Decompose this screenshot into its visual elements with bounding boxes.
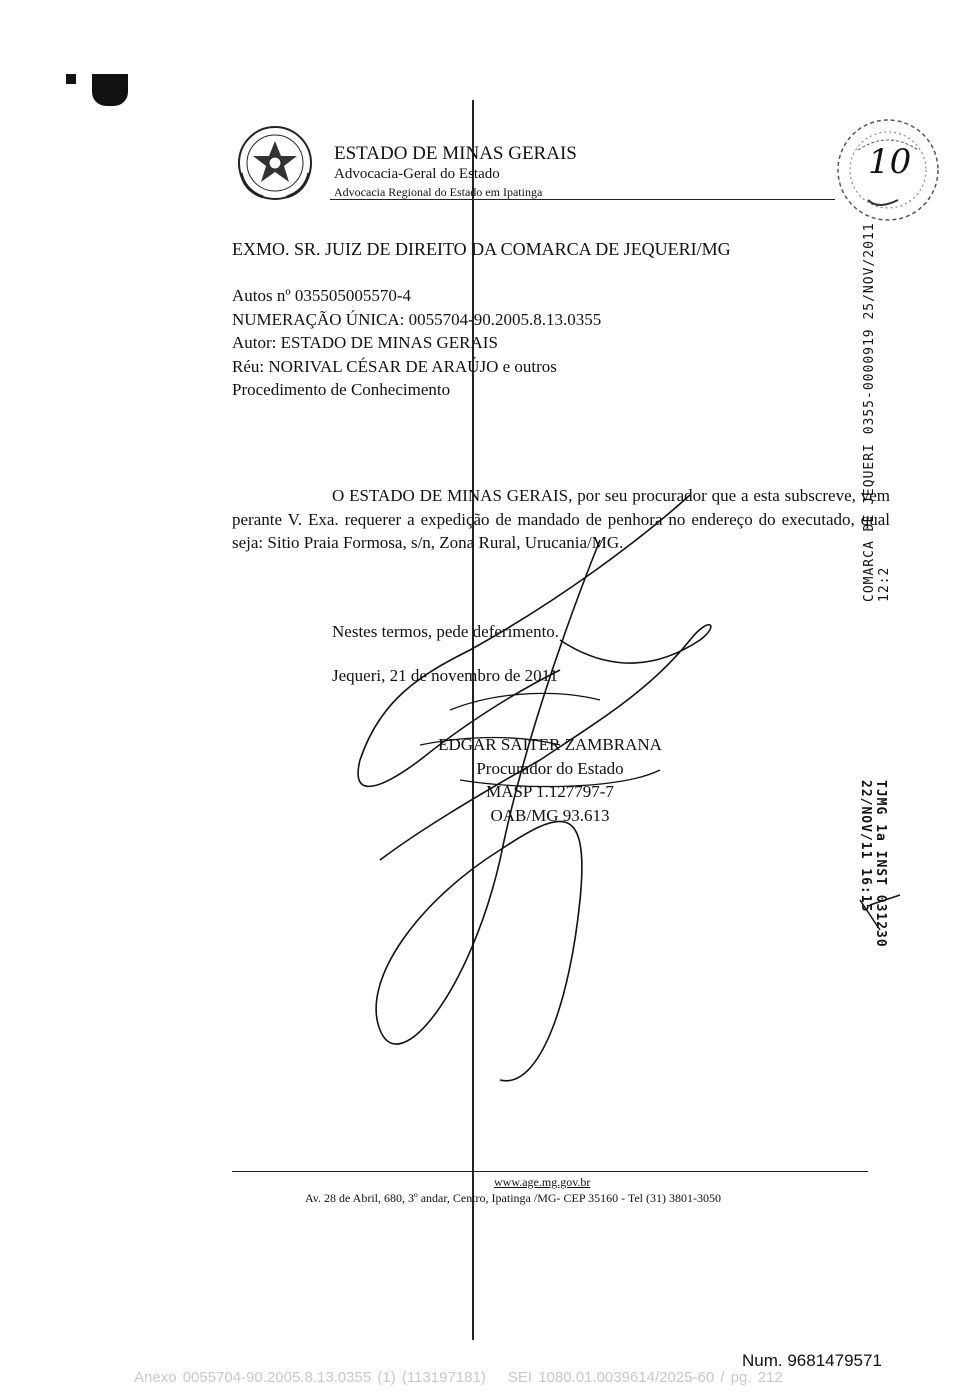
case-procedimento: Procedimento de Conhecimento [232, 380, 451, 399]
letterhead [334, 143, 577, 200]
letterhead-regional: Advocacia Regional do Estado em Ipatinga [334, 185, 543, 199]
footer-rule [232, 1171, 868, 1172]
protocol-stamp-tjmg: TJMG 1a INST 031230 22/NOV/11 16:15 [858, 780, 888, 948]
footer-url[interactable]: www.age.mg.gov.br [494, 1175, 591, 1189]
signature-block [420, 733, 680, 827]
signer-role: Procurador do Estado [476, 758, 624, 778]
case-autos: Autos nº 035505005570-4 [232, 286, 412, 305]
letterhead-state: ESTADO DE MINAS GERAIS [334, 143, 577, 164]
letterhead-rule [330, 199, 835, 200]
body-text: O ESTADO DE MINAS GERAIS, por seu procurador que a esta subscreve, vem perante V. Exa. requerer a expedição de mandado de penhora no endereço do executado, qual seja: Sitio Praia Formosa, s/n, Zona Rural, Urucania/MG. [232, 486, 890, 552]
watermark-annex: Anexo 0055704-90.2005.8.13.0355 (1) (113197181) [134, 1369, 486, 1386]
closing-text: Nestes termos, pede deferimento. [332, 622, 560, 641]
case-info [232, 284, 601, 402]
signer-oab: OAB/MG 93.613 [490, 805, 610, 825]
scan-mark [92, 74, 128, 106]
signer-name: EDGAR SAITER ZAMBRANA [438, 735, 662, 754]
addressee: EXMO. SR. JUIZ DE DIREITO DA COMARCA DE JEQUERI/MG [232, 239, 731, 259]
watermark-sei: SEI 1080.01.0039614/2025-60 / pg. 212 [507, 1369, 783, 1386]
watermark-bar [134, 1369, 805, 1386]
case-autor: Autor: ESTADO DE MINAS GERAIS [232, 333, 498, 352]
body-paragraph [232, 484, 890, 555]
protocol-stamp-comarca: COMARCA DE JEQUERI 0355-0000919 25/NOV/2011 12:2 [862, 222, 892, 602]
date-line: Jequeri, 21 de novembro de 2011 [332, 666, 558, 685]
document-id: Num. 9681479571 [742, 1351, 882, 1370]
letterhead-agency: Advocacia-Geral do Estado [334, 166, 500, 182]
case-reu: Réu: NORIVAL CÉSAR DE ARAÚJO e outros [232, 356, 557, 376]
page-number-handwritten: 10 [868, 142, 912, 182]
scan-mark [66, 74, 76, 84]
signer-masp: MASP 1.127797-7 [486, 782, 614, 801]
case-numeracao: NUMERAÇÃO ÚNICA: 0055704-90.2005.8.13.0355 [232, 309, 602, 329]
footer-address: Av. 28 de Abril, 680, 3º andar, Centro, Ipatinga /MG- CEP 35160 - Tel (31) 3801-3050 [305, 1191, 722, 1205]
